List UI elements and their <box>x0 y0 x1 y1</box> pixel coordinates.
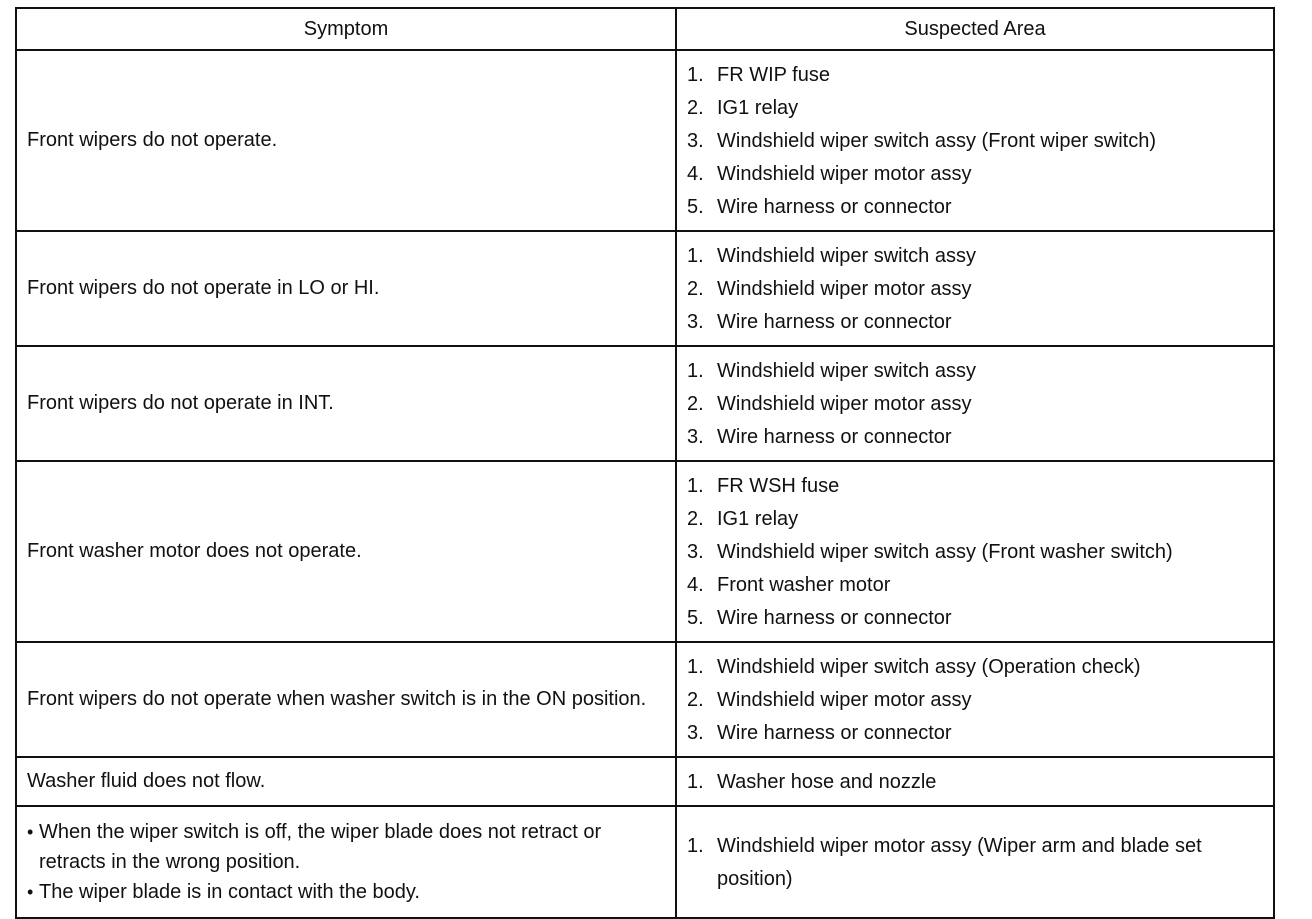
list-item: 2. IG1 relay <box>687 508 799 530</box>
suspected-area-column-header: Suspected Area <box>676 8 1274 50</box>
list-item: 2. Windshield wiper motor assy <box>687 393 972 415</box>
list-item: 4. Windshield wiper motor assy <box>687 163 972 185</box>
list-item: 3. Windshield wiper switch assy (Front wiper switch) <box>687 130 1157 152</box>
bullet-icon: • <box>27 882 34 902</box>
table-row <box>16 806 1274 918</box>
suspected-area-cell <box>676 231 1274 346</box>
list-item: 2. Windshield wiper motor assy <box>687 278 972 300</box>
suspected-area-list <box>687 462 1263 641</box>
table-header-row <box>16 8 1274 50</box>
bullet-icon: • <box>27 822 34 842</box>
list-item: 1. FR WIP fuse <box>687 64 830 86</box>
list-item: 2. IG1 relay <box>687 97 799 119</box>
suspected-area-list <box>687 758 1263 805</box>
symptom-cell <box>16 346 676 461</box>
suspected-area-cell <box>676 461 1274 642</box>
table-row <box>16 757 1274 806</box>
list-item: 1. Windshield wiper switch assy <box>687 360 976 382</box>
symptom-text: Front wipers do not operate in INT. <box>27 392 334 414</box>
suspected-area-list <box>687 232 1263 345</box>
table-row <box>16 642 1274 757</box>
symptom-bullet-list <box>27 807 665 917</box>
list-item: • The wiper blade is in contact with the body. <box>27 877 665 907</box>
suspected-area-cell <box>676 50 1274 231</box>
table-row <box>16 461 1274 642</box>
symptom-cell <box>16 757 676 806</box>
suspected-area-cell <box>676 757 1274 806</box>
list-item: 5. Wire harness or connector <box>687 607 952 629</box>
symptom-text: Front wipers do not operate. <box>27 129 278 151</box>
suspected-area-list <box>687 51 1263 230</box>
list-item: 1. FR WSH fuse <box>687 475 840 497</box>
list-item: 1. Windshield wiper switch assy (Operation check) <box>687 656 1141 678</box>
suspected-area-list <box>687 347 1263 460</box>
list-item: 3. Wire harness or connector <box>687 722 952 744</box>
list-item: 1. Windshield wiper switch assy <box>687 245 976 267</box>
table-row <box>16 50 1274 231</box>
list-item: 4. Front washer motor <box>687 574 891 596</box>
symptom-column-header: Symptom <box>16 8 676 50</box>
list-item: • When the wiper switch is off, the wiper blade does not retract or retracts in the wrong position. <box>27 817 665 877</box>
list-item: 1. Windshield wiper motor assy (Wiper arm and blade set position) <box>687 835 1202 890</box>
symptom-cell <box>16 642 676 757</box>
list-item: 3. Wire harness or connector <box>687 426 952 448</box>
list-item: 2. Windshield wiper motor assy <box>687 689 972 711</box>
symptom-cell <box>16 231 676 346</box>
list-item: 3. Windshield wiper switch assy (Front washer switch) <box>687 541 1173 563</box>
suspected-area-cell <box>676 346 1274 461</box>
symptom-text: Front wipers do not operate in LO or HI. <box>27 277 380 299</box>
suspected-area-list <box>687 822 1263 902</box>
suspected-area-list <box>687 643 1263 756</box>
list-item: 1. Washer hose and nozzle <box>687 771 937 793</box>
suspected-area-cell <box>676 806 1274 918</box>
list-item: 5. Wire harness or connector <box>687 196 952 218</box>
symptom-cell <box>16 461 676 642</box>
table-row <box>16 231 1274 346</box>
symptom-text: Front washer motor does not operate. <box>27 540 362 562</box>
problem-symptoms-table <box>15 7 1275 919</box>
symptom-text: Washer fluid does not flow. <box>27 770 266 792</box>
symptom-cell <box>16 806 676 918</box>
table-row <box>16 346 1274 461</box>
suspected-area-cell <box>676 642 1274 757</box>
list-item: 3. Wire harness or connector <box>687 311 952 333</box>
symptom-cell <box>16 50 676 231</box>
symptom-text: Front wipers do not operate when washer switch is in the ON position. <box>27 688 647 710</box>
